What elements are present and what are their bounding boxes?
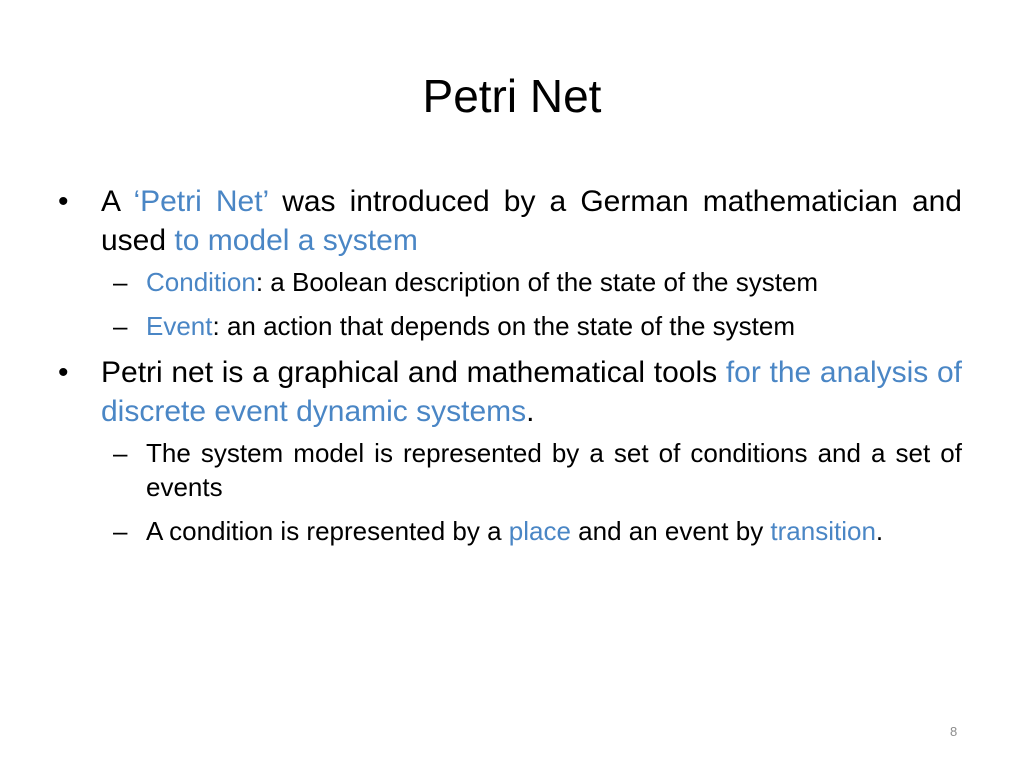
highlight-term: place [508,516,571,546]
highlight-term: for the analysis of discrete event dynamic systems [101,356,962,428]
bullet-group-2 [58,353,962,548]
sub-bullet-marker: – [113,267,128,297]
slide-content [58,182,962,558]
highlight-term: to model a system [174,224,418,257]
bullet-text: was introduced by a German mathematician and used [101,185,962,257]
sub-bullet-text: The system model is represented by a set of conditions and a set of events [146,438,962,502]
sub-bullet-text: . [875,516,884,546]
sub-bullet-item [58,309,962,343]
bullet-marker: • [58,185,69,218]
bullet-text: A [101,185,134,218]
sub-bullet-text: and an event by [570,516,771,546]
page-number: 8 [950,724,958,739]
slide-title: Petri Net [422,70,602,122]
highlight-term: Event [146,311,213,341]
sub-bullet-text: A condition is represented by a [146,516,509,546]
bullet-text: Petri net is a graphical and mathematical tools [101,356,726,389]
sub-bullet-item [58,265,962,299]
sub-bullet-item [58,514,962,548]
bullet-item [58,182,962,260]
sub-bullet-marker: – [113,311,128,341]
sub-bullet-text: : a Boolean description of the state of the system [255,267,819,297]
highlight-term: transition [770,516,876,546]
sub-bullet-text: : an action that depends on the state of the system [212,311,795,341]
highlight-term: ‘Petri Net’ [133,185,269,218]
sub-bullet-marker: – [113,516,128,546]
sub-bullet-item [58,436,962,504]
highlight-term: Condition [146,267,256,297]
bullet-group-1 [58,182,962,343]
bullet-marker: • [58,356,69,389]
sub-bullet-marker: – [113,438,128,468]
bullet-item [58,353,962,431]
bullet-text: . [526,395,535,428]
